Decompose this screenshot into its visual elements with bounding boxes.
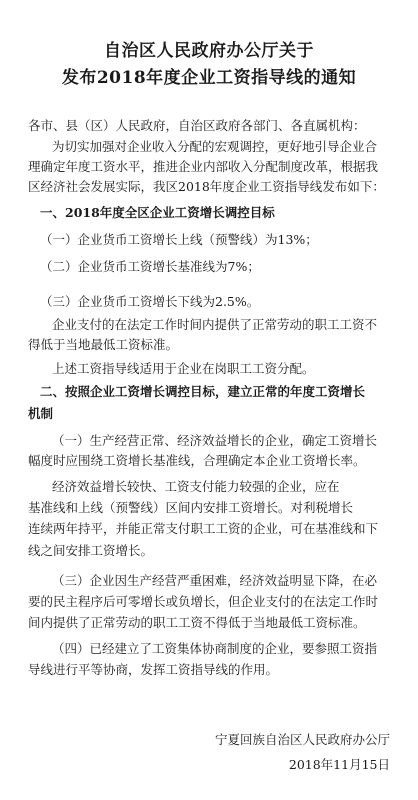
section-1-item: （三）企业货币工资增长下线为2.5%。 [40,294,260,309]
section-2-paragraph: （四）已经建立了工资集体协商制度的企业，要参照工资指 [52,641,378,656]
section-2-heading: 二、按照企业工资增长调控目标，建立正常的年度工资增长 [40,384,366,399]
section-1-item: （一）企业货币工资增长上线（预警线）为13%； [40,232,318,247]
section-2-paragraph: 幅度时应围绕工资增长基准线，合理确定本企业工资增长率。 [28,453,366,468]
section-1-paragraph: 企业支付的在法定工作时间内提供了正常劳动的职工工资不 [52,317,378,332]
section-2-paragraph: 导线进行平等协商，发挥工资指导线的作用。 [28,662,279,677]
signature-date: 2018年11月15日 [288,757,390,772]
document-title-line-1: 自治区人民政府办公厅关于 [104,41,314,61]
section-2-paragraph: 间内提供了正常劳动的职工工资不得低于当地最低工资标准。 [28,615,366,630]
section-2-paragraph: 基准线和上线（预警线）区间内安排工资增长。对利税增长 [28,500,354,515]
salutation: 各市、县（区）人民政府，自治区政府各部门、各直属机构： [28,118,366,133]
section-2-paragraph: （三）企业因生产经营严重困难，经济效益明显下降，在必 [52,573,378,588]
section-2-paragraph: （一）生产经营正常、经济效益增长的企业，确定工资增长 [52,433,378,448]
intro-line: 理确定年度工资水平，推进企业内部收入分配制度改革，根据我 [28,159,379,174]
section-2-paragraph: 要的民主程序后可零增长或负增长，但企业支付的在法定工作时 [28,594,379,609]
section-2-heading: 机制 [28,406,54,421]
section-1-paragraph: 上述工资指导线适用于企业在岗职工工资分配。 [52,361,315,376]
document-title-line-2: 发布2018年度企业工资指导线的通知 [61,68,357,88]
intro-line: 为切实加强对企业收入分配的宏观调控，更好地引导企业合 [52,139,378,154]
intro-line: 区经济社会发展实际，我区2018年度企业工资指导线发布如下： [28,179,385,194]
section-1-heading: 一、2018年度全区企业工资增长调控目标 [40,205,275,220]
section-2-paragraph: 线之间安排工资增长。 [28,543,154,558]
section-2-paragraph: 连续两年持平，并能正常支付职工工资的企业，可在基准线和下 [28,521,379,536]
section-2-paragraph: 经济效益增长较快、工资支付能力较强的企业，应在 [52,479,340,494]
section-1-item: （二）企业货币工资增长基准线为7%； [40,259,260,274]
signature-organization: 宁夏回族自治区人民政府办公厅 [214,732,390,747]
section-1-paragraph: 得低于当地最低工资标准。 [28,337,179,352]
